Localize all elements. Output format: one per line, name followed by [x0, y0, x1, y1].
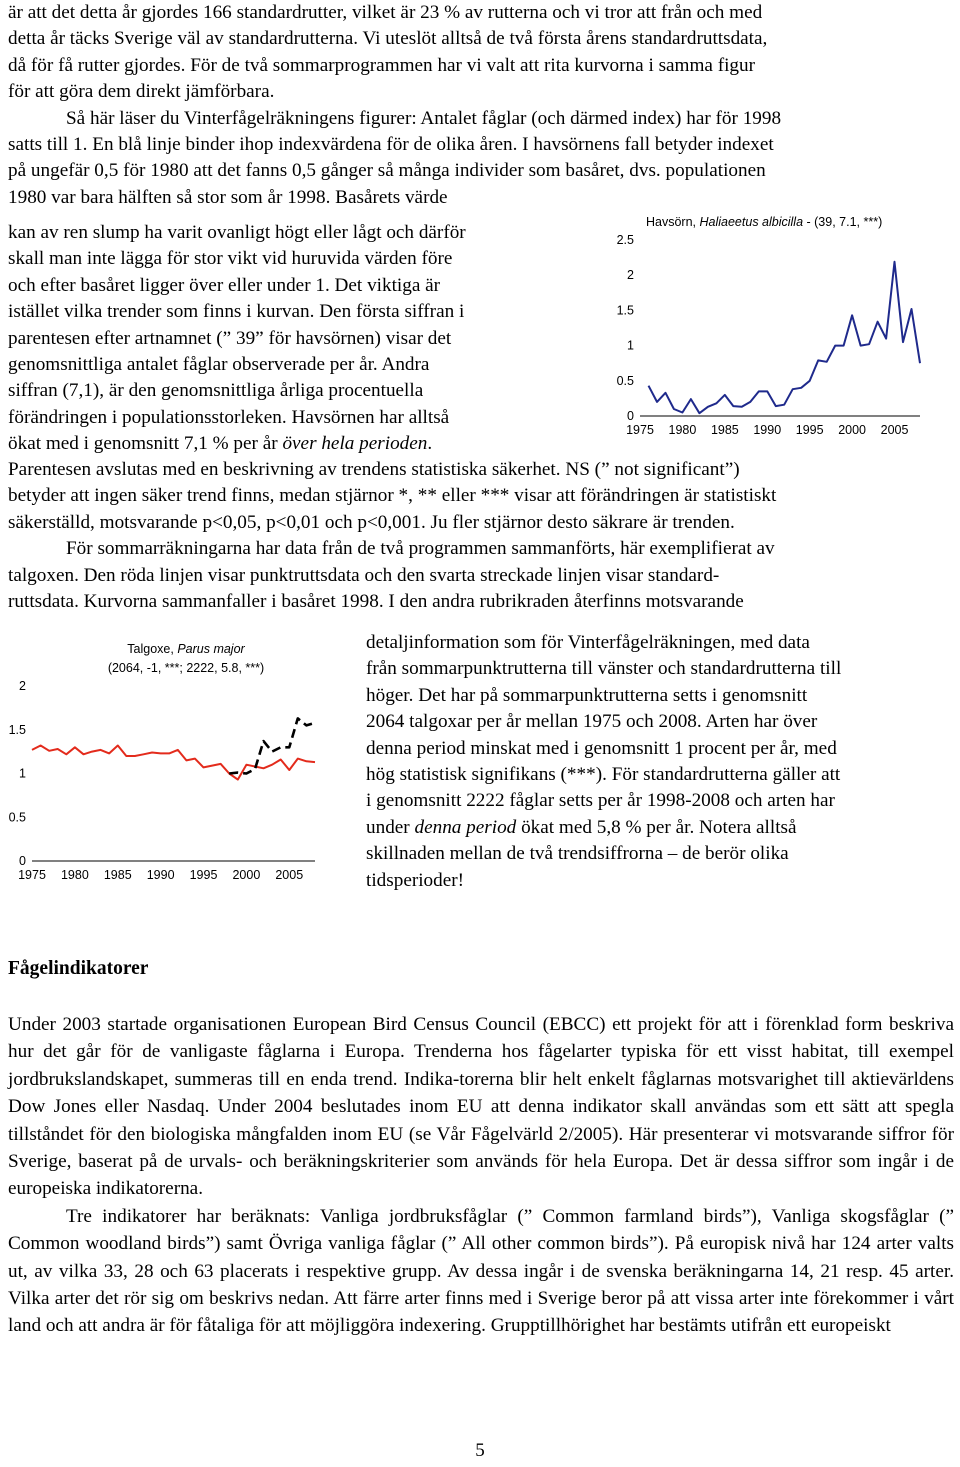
text-line: 2064 talgoxar per år mellan 1975 och 2008. Arten har över — [366, 711, 818, 733]
series-line-0 — [649, 262, 921, 413]
text-line: i genomsnitt 2222 fåglar setts per år 1998-2008 och arten har — [366, 790, 835, 812]
text-line: förändringen i populationsstorleken. Havsörnen har alltså — [8, 406, 450, 428]
section-heading: Fågelindikatorer — [8, 958, 149, 979]
text-line: skillnaden mellan de två trendsiffrorna – de berör olika — [366, 843, 789, 865]
text-line — [366, 815, 956, 841]
text-run: . — [427, 433, 433, 455]
text-line: betyder att ingen säker trend finns, medan stjärnor *, ** eller *** visar att förändringen är statistiskt — [8, 485, 777, 507]
y-tick-label: 1 — [627, 338, 634, 353]
havsorn-chart — [590, 210, 950, 445]
text-line: satts till 1. En blå linje binder ihop indexvärdena för de olika åren. I havsörnens fall betyder indexet — [8, 134, 774, 156]
text-run: under — [366, 816, 415, 838]
x-tick-label: 1980 — [60, 868, 89, 882]
text-line: siffran (7,1), är den genomsnittliga årliga procentuella — [8, 380, 424, 402]
y-tick-label: 1.5 — [616, 303, 634, 318]
text-line: skall man inte lägga för stor vikt vid huruvida värden före — [8, 248, 453, 270]
y-tick-label: 2.5 — [616, 233, 634, 247]
text-line: istället vilka trender som finns i kurvan. Den första siffran i — [8, 301, 465, 323]
x-tick-label: 1995 — [795, 423, 824, 437]
text-line: ruttsdata. Kurvorna sammanfaller i basåret 1998. I den andra rubrikraden återfinns motsvarande — [8, 591, 744, 613]
text-line: höger. Det har på sommarpunktrutterna setts i genomsnitt — [366, 684, 808, 706]
text-line: denna period minskat med i genomsnitt 1 procent per år, med — [366, 737, 837, 759]
chart-title-species: Haliaeetus albicilla — [699, 215, 804, 229]
text-line: Parentesen avslutas med en beskrivning av trendens statistiska säkerhet. NS (” not significant”) — [8, 459, 740, 480]
emphasis-text: över hela perioden — [282, 433, 428, 455]
x-tick-label: 1985 — [710, 423, 739, 437]
text-line — [8, 431, 588, 457]
text-line: tidsperioder! — [366, 869, 465, 891]
talgoxe-chart — [0, 638, 350, 893]
text-run: ökat med i genomsnitt 7,1 % per år — [8, 433, 283, 455]
x-tick-label: 1980 — [668, 423, 697, 437]
x-tick-label: 2005 — [880, 423, 909, 437]
chart-title-suffix: - (39, 7.1, ***) — [803, 215, 883, 229]
chart-title-line2: (2064, -1, ***; 2222, 5.8, ***) — [107, 661, 265, 675]
chart-title-line1 — [127, 642, 245, 656]
chart-title — [646, 215, 882, 229]
x-tick-label: 1990 — [753, 423, 782, 437]
text-line: på ungefär 0,5 för 1980 att det fanns 0,5 gånger så många individer som basåret, dvs. populationen — [8, 160, 766, 182]
paragraph: Tre indikatorer har beräknats: Vanliga jordbruksfåglar (” Common farmland birds”), Vanliga skogsfåglar (” Common woodland birds”) samt Övriga vanliga fåglar (” All other common birds”). På europisk nivå har 124 arter valts ut, av vilka 33, 28 och 63 placerats i respektive grupp. Av dessa ingår i de svenska beräkningarna 14, 21 resp. 45 arter. Vilka arter det rör sig om beskrivs nedan. Att färre arter finns med i Sverige beror på att vissa arter inte förekommer i vårt land och att andra är för fåtaliga för att möjliggöra indexering. Grupptillhörighet har bestämts utifrån ett europeiskt — [8, 1205, 954, 1337]
x-tick-label: 1990 — [146, 868, 175, 882]
text-line: genomsnittliga antalet fåglar observerade per år. Andra — [8, 354, 430, 376]
text-line: då för få rutter gjordes. För de två sommarprogrammen har vi valt att rita kurvorna i samma figur — [8, 54, 756, 76]
chart-title-prefix: Havsörn, — [646, 215, 700, 229]
text-line: hög statistisk signifikans (***). För standardrutterna gäller att — [366, 764, 841, 786]
text-line: säkerställd, motsvarande p<0,05, p<0,01 och p<0,001. Ju fler stjärnor desto säkrare är trenden. — [8, 511, 735, 533]
text-line: kan av ren slump ha varit ovanligt högt eller lågt och därför — [8, 222, 466, 243]
text-line: parentesen efter artnamnet (” 39” för havsörnen) visar det — [8, 327, 452, 349]
right-column-text — [366, 630, 956, 894]
y-tick-label: 0.5 — [8, 810, 26, 825]
y-tick-label: 2 — [627, 268, 634, 283]
text-line: för att göra dem direkt jämförbara. — [8, 81, 275, 103]
x-tick-label: 1975 — [626, 423, 654, 437]
text-line: och efter basåret ligger över eller under 1. Det viktiga är — [8, 274, 441, 296]
y-tick-label: 1 — [19, 766, 26, 781]
indicator-text — [8, 1011, 954, 1340]
text-line: från sommarpunktrutterna till vänster och standardrutterna till — [366, 658, 842, 680]
x-tick-label: 1995 — [189, 868, 218, 882]
text-line: är att det detta år gjordes 166 standardrutter, vilket är 23 % av rutterna och vi tror att från och med — [8, 2, 763, 23]
text-line: Så här läser du Vinterfågelräkningens figurer: Antalet fåglar (och därmed index) har för 1998 — [66, 107, 782, 129]
y-tick-label: 0 — [627, 409, 634, 423]
text-line: 1980 var bara hälften så stor som år 1998. Basårets värde — [8, 186, 448, 208]
x-tick-label: 1975 — [18, 868, 46, 882]
left-column-text — [8, 220, 588, 458]
text-line: detta år täcks Sverige väl av standardrutterna. Vi uteslöt alltså de två första årens standardruttsdata, — [8, 28, 768, 50]
intro-text — [8, 0, 954, 211]
emphasis-text: denna period — [414, 816, 517, 838]
text-run: ökat med 5,8 % per år. Notera alltså — [516, 816, 797, 838]
y-tick-label: 0.5 — [616, 373, 634, 388]
y-tick-label: 1.5 — [8, 722, 26, 737]
x-tick-label: 2000 — [838, 423, 867, 437]
x-tick-label: 2000 — [232, 868, 261, 882]
text-line: För sommarräkningarna har data från de två programmen sammanförts, här exemplifierat av — [66, 538, 775, 560]
text-line: talgoxen. Den röda linjen visar punktruttsdata och den svarta streckade linjen visar standard- — [8, 564, 720, 586]
text-line: detaljinformation som för Vinterfågelräkningen, med data — [366, 632, 810, 653]
y-tick-label: 2 — [19, 679, 26, 693]
chart-title-prefix: Talgoxe, — [127, 642, 178, 656]
paragraph: Under 2003 startade organisationen European Bird Census Council (EBCC) ett projekt för att i förenklad form beskriva hur det går för de vanligaste fåglarna i Europa. Trenderna hos fågelarter typiska för ett visst habitat, till exempel jordbrukslandskapet, summeras till en enda trend. Indika-torerna blir helt enkelt fåglarnas motsvarighet till aktievärldens Dow Jones eller Nasdaq. Under 2004 beslutades inom EU att denna indikator skall användas som ett sätt att spegla tillståndet för den biologiska mångfalden inom EU (se Vår Fågelvärld 2/2005). Här presenterar vi motsvarande siffror för Sverige, baserat på de urvals- och beräkningskriterier som används för hela Europa. Det är dessa siffror som ingår i de europeiska indikatorerna. — [8, 1014, 954, 1200]
page-number: 5 — [475, 1440, 485, 1461]
trend-explanation — [8, 457, 954, 615]
x-tick-label: 2005 — [275, 868, 304, 882]
y-tick-label: 0 — [19, 854, 26, 868]
chart-title-species: Parus major — [177, 642, 245, 656]
x-tick-label: 1985 — [103, 868, 132, 882]
